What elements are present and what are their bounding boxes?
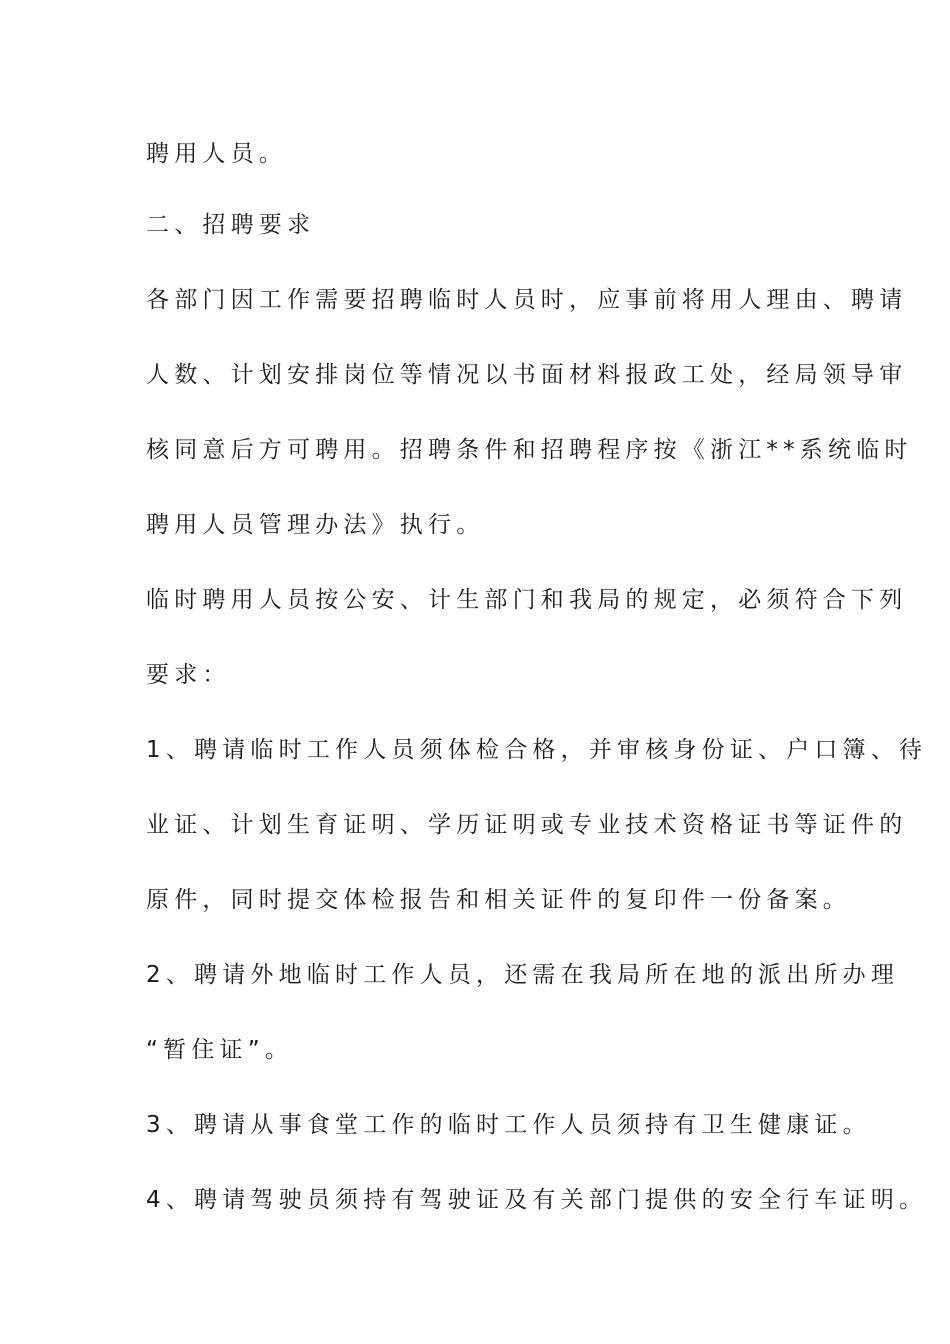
text-line: 原件，同时提交体检报告和相关证件的复印件一份备案。 xyxy=(146,887,851,913)
text-line: 人数、计划安排岗位等情况以书面材料报政工处，经局领导审 xyxy=(146,362,908,388)
text-line: “暂住证”。 xyxy=(146,1037,294,1063)
text-line: 要求： xyxy=(146,662,231,688)
list-item: 1、聘请临时工作人员须体检合格，并审核身份证、户口簿、待 xyxy=(146,737,928,763)
list-item: 3、聘请从事食堂工作的临时工作人员须持有卫生健康证。 xyxy=(146,1112,871,1138)
text-line: 业证、计划生育证明、学历证明或专业技术资格证书等证件的 xyxy=(146,812,908,838)
text-line: 聘用人员。 xyxy=(146,141,287,167)
list-item: 4、聘请驾驶员须持有驾驶证及有关部门提供的安全行车证明。 xyxy=(146,1187,928,1213)
text-line: 临时聘用人员按公安、计生部门和我局的规定，必须符合下列 xyxy=(146,587,908,613)
text-line: 核同意后方可聘用。招聘条件和招聘程序按《浙江**系统临时 xyxy=(146,437,913,463)
text-line: 各部门因工作需要招聘临时人员时，应事前将用人理由、聘请 xyxy=(146,287,908,313)
list-item: 2、聘请外地临时工作人员，还需在我局所在地的派出所办理 xyxy=(146,962,900,988)
section-heading: 二、招聘要求 xyxy=(146,212,316,238)
text-line: 聘用人员管理办法》执行。 xyxy=(146,512,485,538)
